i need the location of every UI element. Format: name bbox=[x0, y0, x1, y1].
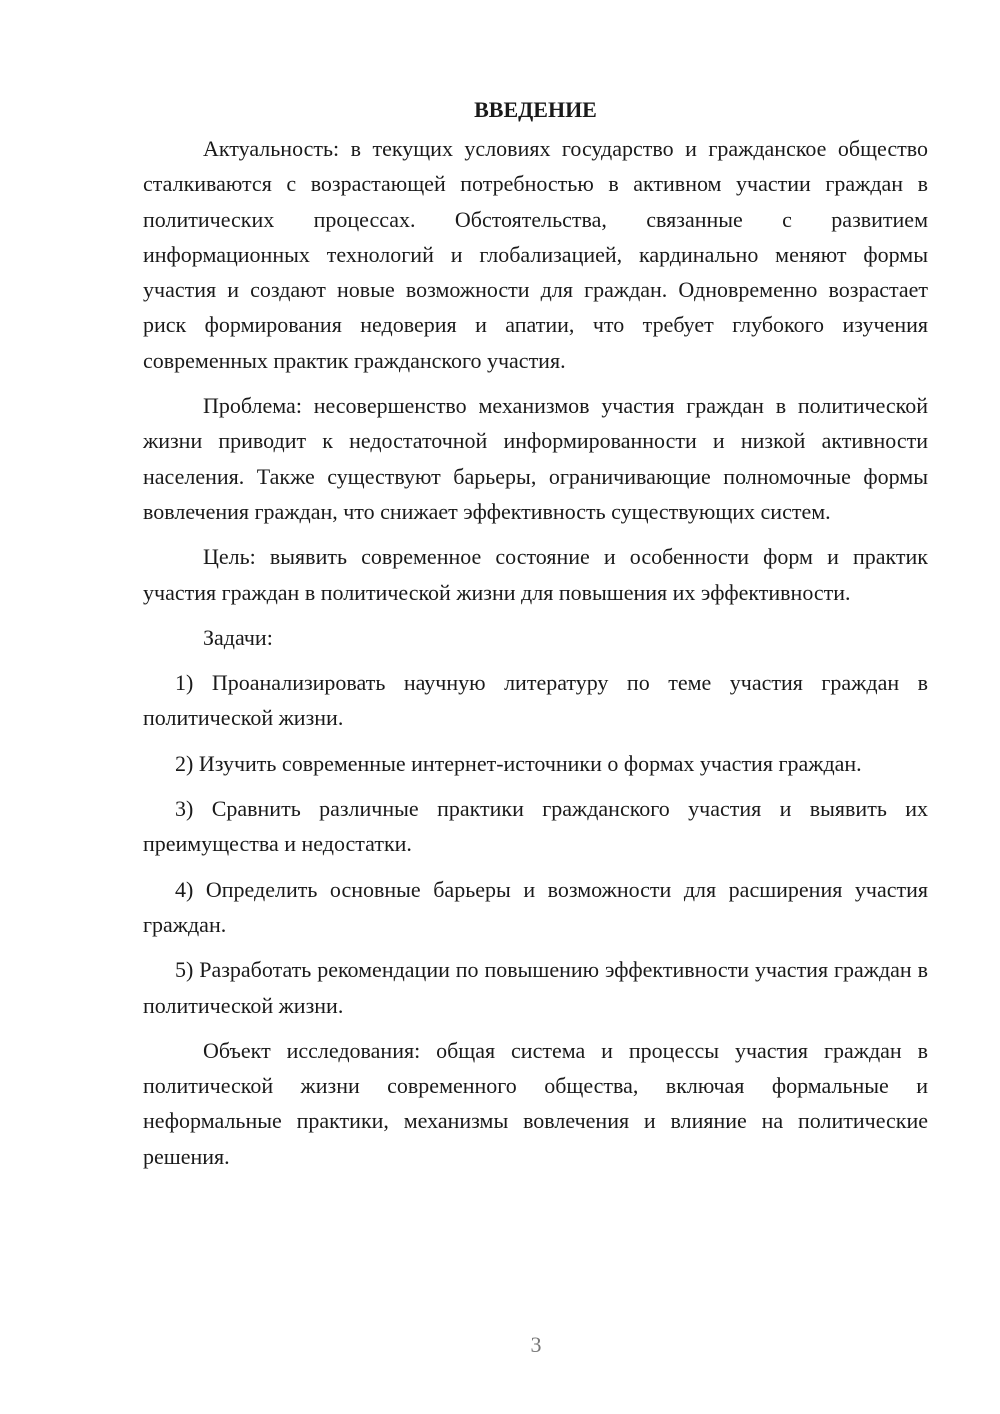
tasks-heading: Задачи: bbox=[203, 624, 273, 650]
paragraph-relevance: Актуальность: в текущих условиях государство и гражданское общество сталкиваются с возрастающей потребностью в активном участии граждан в политических процессах. Обстоятельства, связанные с развитием информационных технологий и глобализацией, кардинально меняют формы участия и создают новые возможности для граждан. Одновременно возрастает риск формирования недоверия и апатии, что требует глубокого изучения современных практик гражданского участия. bbox=[143, 136, 928, 373]
task-item-4: 4) Определить основные барьеры и возможности для расширения участия граждан. bbox=[143, 876, 928, 937]
task-item-1: 1) Проанализировать научную литературу по теме участия граждан в политической жизни. bbox=[143, 670, 928, 731]
task-item-5: 5) Разработать рекомендации по повышению эффективности участия граждан в политической жизни. bbox=[143, 957, 928, 1018]
page-number: 3 bbox=[530, 1332, 542, 1357]
document-page bbox=[143, 92, 928, 1184]
section-title: ВВЕДЕНИЕ bbox=[474, 97, 597, 122]
paragraph-problem: Проблема: несовершенство механизмов участия граждан в политической жизни приводит к недостаточной информированности и низкой активности населения. Также существуют барьеры, ограничивающие полномочные формы вовлечения граждан, что снижает эффективность существующих систем. bbox=[143, 393, 928, 524]
paragraph-goal: Цель: выявить современное состояние и особенности форм и практик участия граждан в политической жизни для повышения их эффективности. bbox=[143, 544, 928, 605]
task-item-2: 2) Изучить современные интернет-источники о формах участия граждан. bbox=[175, 750, 862, 776]
paragraph-object: Объект исследования: общая система и процессы участия граждан в политической жизни современного общества, включая формальные и неформальные практики, механизмы вовлечения и влияние на политические решения. bbox=[143, 1037, 928, 1169]
task-item-3: 3) Сравнить различные практики гражданского участия и выявить их преимущества и недостатки. bbox=[143, 796, 928, 857]
